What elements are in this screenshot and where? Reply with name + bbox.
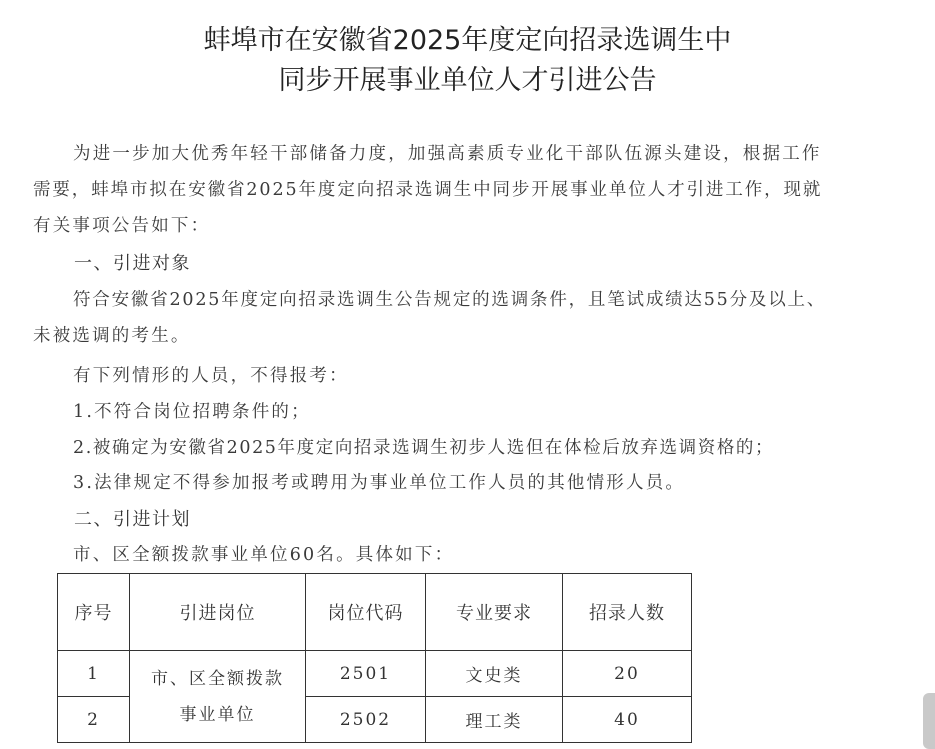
title-line-1: 蚌埠市在安徽省2025年度定向招录选调生中 xyxy=(203,25,732,56)
section-1-paragraph-line-1: 符合安徽省2025年度定向招录选调生公告规定的选调条件，且笔试成绩达55分及以上、 xyxy=(73,290,827,310)
row-count: 40 xyxy=(563,697,692,743)
table-header-row xyxy=(58,574,692,651)
exclusion-item-2: 2.被确定为安徽省2025年度定向招录选调生初步人选但在体检后放弃选调资格的； xyxy=(73,438,775,458)
exclusion-item-3: 3.法律规定不得参加报考或聘用为事业单位工作人员的其他情形人员。 xyxy=(73,473,686,493)
intro-line-2: 需要，蚌埠市拟在安徽省2025年度定向招录选调生中同步开展事业单位人才引进工作，现就 xyxy=(33,180,823,200)
header-position: 引进岗位 xyxy=(130,574,306,651)
position-line-2: 事业单位 xyxy=(179,704,256,725)
exclusion-item-1: 1.不符合岗位招聘条件的； xyxy=(73,402,311,422)
recruitment-plan-table xyxy=(57,573,692,743)
header-index: 序号 xyxy=(58,574,130,651)
section-1-heading: 一、引进对象 xyxy=(74,253,191,274)
row-index: 1 xyxy=(58,651,130,697)
row-major: 理工类 xyxy=(426,697,563,743)
header-code: 岗位代码 xyxy=(306,574,426,651)
section-2-heading: 二、引进计划 xyxy=(74,509,191,530)
row-index: 2 xyxy=(58,697,130,743)
position-line-1: 市、区全额拨款 xyxy=(151,668,284,689)
table-row xyxy=(58,651,692,697)
scroll-thumb[interactable] xyxy=(923,693,935,749)
header-count: 招录人数 xyxy=(563,574,692,651)
section-2-paragraph: 市、区全额拨款事业单位60名。具体如下： xyxy=(73,545,455,565)
row-count: 20 xyxy=(563,651,692,697)
section-1-paragraph-line-2: 未被选调的考生。 xyxy=(33,326,191,346)
row-code: 2502 xyxy=(306,697,426,743)
intro-line-1: 为进一步加大优秀年轻干部储备力度，加强高素质专业化干部队伍源头建设，根据工作 xyxy=(73,144,822,164)
row-code: 2501 xyxy=(306,651,426,697)
row-major: 文史类 xyxy=(426,651,563,697)
exclusion-intro: 有下列情形的人员，不得报考： xyxy=(73,366,349,386)
header-major: 专业要求 xyxy=(426,574,563,651)
position-cell xyxy=(130,651,306,743)
intro-line-3: 有关事项公告如下： xyxy=(33,216,211,236)
title-line-2: 同步开展事业单位人才引进公告 xyxy=(278,65,657,96)
